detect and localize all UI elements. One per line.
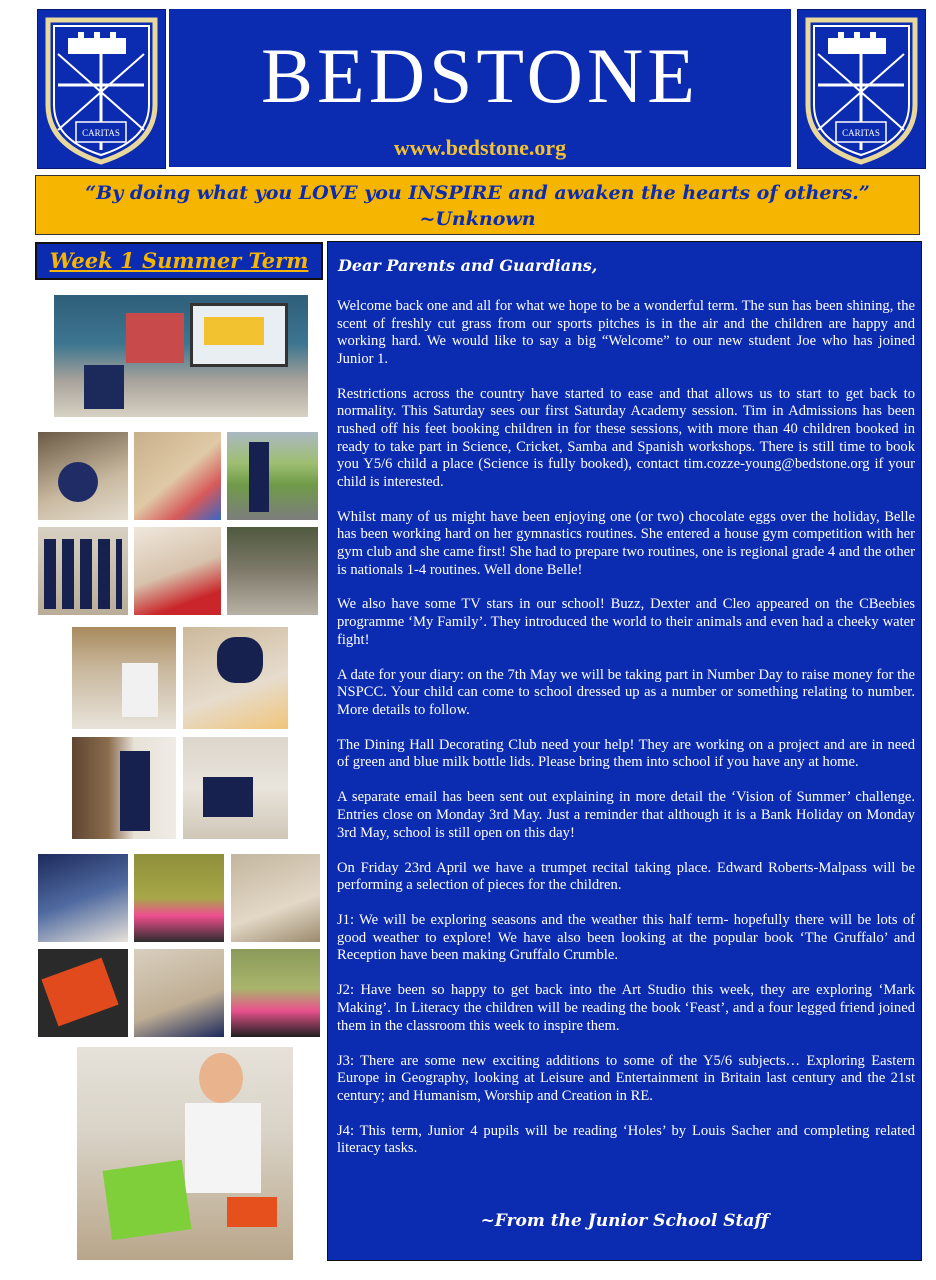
- photo-cooking: [134, 527, 221, 615]
- shield-icon: [38, 10, 165, 168]
- crest-right: [797, 9, 926, 169]
- paragraph-number-day: A date for your diary: on the 7th May we will be taking part in Number Day to raise money for the NSPCC. Your child can come to school dressed up as a number or something relating to number. More details to follow.: [337, 666, 915, 718]
- photo-red-shapes: [38, 949, 128, 1037]
- photo-pupils-standing: [38, 527, 128, 615]
- photo-teacher-group: [38, 854, 128, 942]
- week-title: Week 1 Summer Term: [49, 248, 309, 273]
- paragraph-gymnastics: Whilst many of us might have been enjoying one (or two) chocolate eggs over the holiday, Belle has been working hard on her gymnastics routines. She entered a house gym competition with her gym club and she came first! She had to prepare two routines, one is regional grade 4 and the other is nationals 1-4 routines. Well done Belle!: [337, 508, 915, 578]
- paragraph-j4: J4: This term, Junior 4 pupils will be reading ‘Holes’ by Louis Sacher and completing related literacy tasks.: [337, 1122, 915, 1157]
- quote-banner: [35, 175, 920, 235]
- paragraph-welcome: Welcome back one and all for what we hope to be a wonderful term. The sun has been shining, the scent of freshly cut grass from our sports pitches is in the air and the children are happy and working hard. We would like to say a big “Welcome” to our new student Joe who has joined Junior 1.: [337, 298, 915, 367]
- photo-map-drawing: [183, 627, 288, 729]
- photo-pupils-table-craft: [134, 949, 224, 1037]
- school-name: BEDSTONE: [261, 32, 699, 119]
- photo-outdoor-mats: [231, 949, 320, 1037]
- photo-gymnastics: [134, 854, 224, 942]
- shield-icon: [798, 10, 925, 168]
- paragraph-dining-hall: The Dining Hall Decorating Club need your help! They are working on a project and are in need of green and blue milk bottle lids. Please bring them into school if you have any at home.: [337, 736, 915, 771]
- photo-bookshelf-pupil: [72, 737, 176, 839]
- letter-signoff: ~From the Junior School Staff: [480, 1211, 769, 1231]
- week-title-box: [35, 242, 323, 280]
- svg-text:CARITAS: CARITAS: [842, 128, 880, 138]
- paragraph-vision-summer: A separate email has been sent out explaining in more detail the ‘Vision of Summer’ challenge. Entries close on Monday 3rd May. Just a reminder that although it is a Bank Holiday on Monday 3rd May, school is still open on this day!: [337, 789, 915, 841]
- crest-left: [37, 9, 166, 169]
- paragraph-trumpet: On Friday 23rd April we have a trumpet recital taking place. Edward Roberts-Malpass will be performing a selection of pieces for the children.: [337, 859, 915, 894]
- newsletter-letter: [327, 241, 922, 1261]
- letter-greeting: Dear Parents and Guardians,: [338, 256, 598, 275]
- photo-tennis: [227, 432, 318, 520]
- photo-craft-materials: [134, 432, 221, 520]
- photo-classroom-smartboard: [54, 295, 308, 417]
- photo-pupil-desk-work: [183, 737, 288, 839]
- photo-classroom-desk: [72, 627, 176, 729]
- paragraph-j3: J3: There are some new exciting additions to some of the Y5/6 subjects… Exploring Eastern Europe in Geography, looking at Leisure and Entertainment in Britain last century and the 21st century; and Humanism, Worship and Creation in RE.: [337, 1052, 915, 1104]
- svg-text:CARITAS: CARITAS: [82, 128, 120, 138]
- school-website-link[interactable]: www.bedstone.org: [393, 135, 567, 160]
- photo-outdoor-table: [227, 527, 318, 615]
- paragraph-tv-stars: We also have some TV stars in our school! Buzz, Dexter and Cleo appeared on the CBeebies programme ‘My Family’. They introduced the world to their animals and even had a cheeky water fight!: [337, 596, 915, 648]
- quote-attribution: ~Unknown: [419, 208, 536, 230]
- paragraph-j1: J1: We will be exploring seasons and the weather this half term- hopefully there will be lots of good weather to explore! We have also been looking at the popular book ‘The Gruffalo’ and Reception have been making Gruffalo Crumble.: [337, 912, 915, 964]
- paragraph-restrictions: Restrictions across the country have started to ease and that allows us to start to get back to normality. This Saturday sees our first Saturday Academy session. Tim in Admissions has been rushed off his feet booking children in for these sessions, with more than 40 children booked in ready to take part in Science, Cricket, Samba and Spanish workshops. There is still time to book you Y5/6 child a place (Science is fully booked), contact tim.cozze-young@bedstone.org if your child is interested.: [337, 385, 915, 490]
- letter-body: [337, 298, 915, 1175]
- photo-boy-construction-toy: [77, 1047, 293, 1260]
- quote-text: “By doing what you LOVE you INSPIRE and awaken the hearts of others.”: [85, 182, 870, 204]
- paragraph-j2: J2: Have been so happy to get back into the Art Studio this week, they are exploring ‘Mark Making’. In Literacy the children will be reading the book ‘Feast’, and a four legged friend joined them in the classroom this week to inspire them.: [337, 982, 915, 1034]
- photo-dining-tables: [231, 854, 320, 942]
- photo-pupil-writing: [38, 432, 128, 520]
- masthead-banner: [169, 9, 791, 167]
